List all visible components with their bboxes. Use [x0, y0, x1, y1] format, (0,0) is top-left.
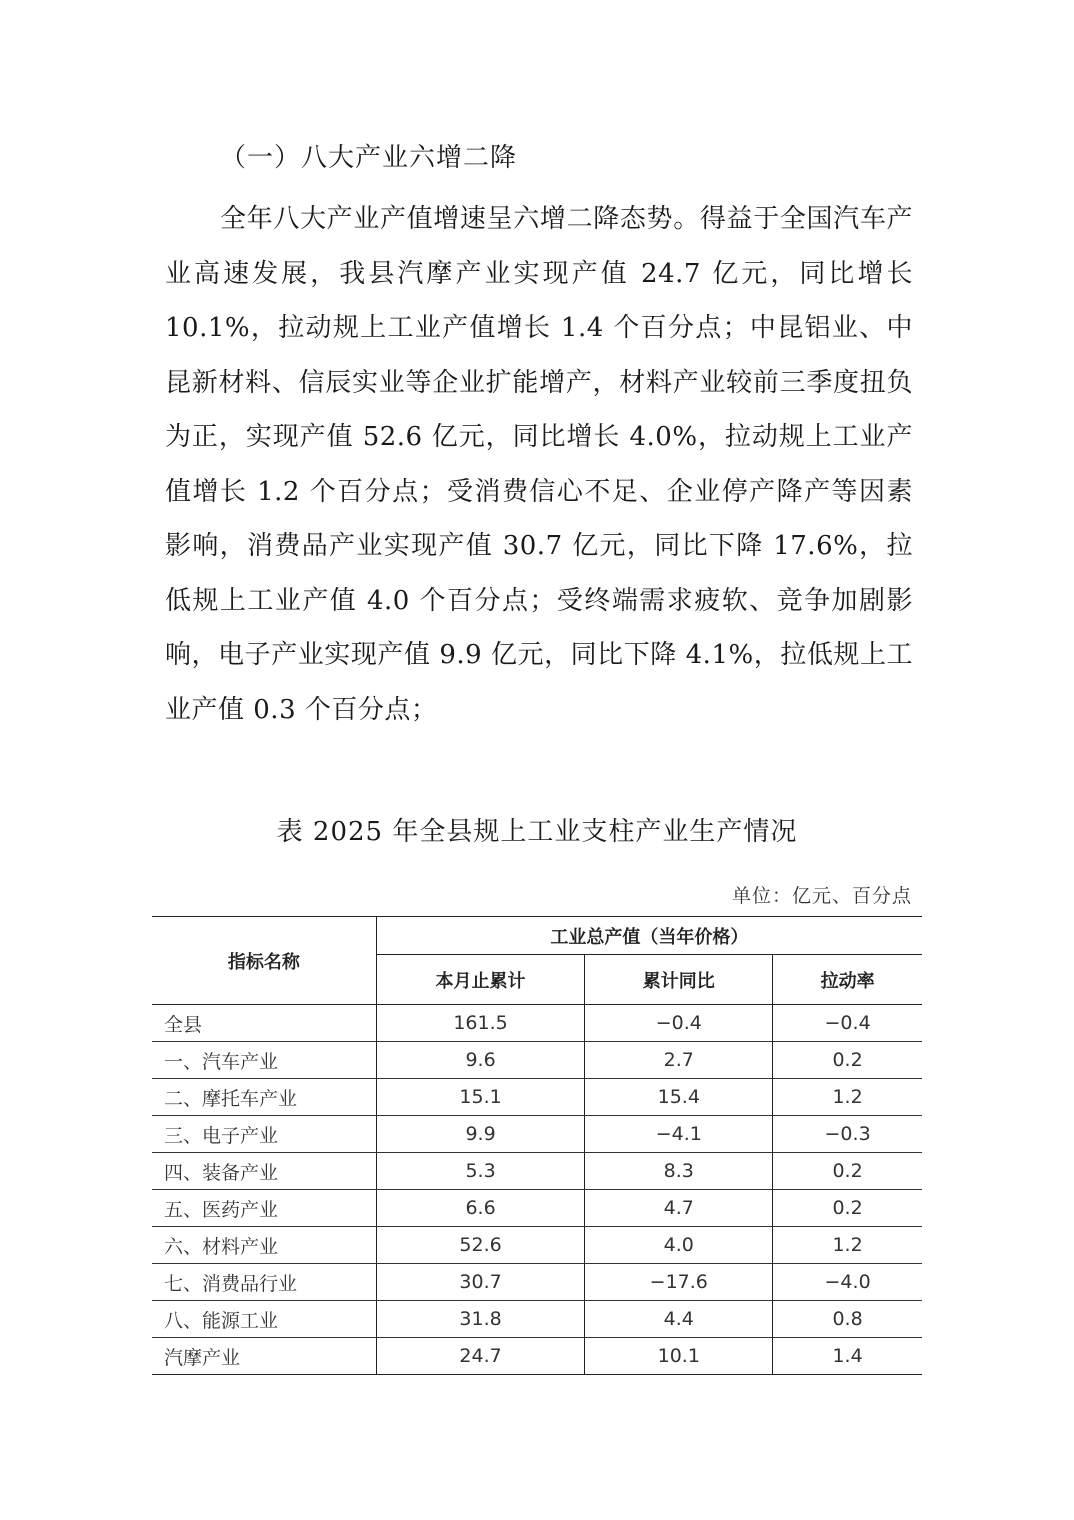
table-row	[152, 1190, 922, 1227]
table-row	[152, 1079, 922, 1116]
row-pull-rate: 1.4	[773, 1338, 922, 1375]
row-name: 二、摩托车产业	[152, 1079, 376, 1116]
row-name: 七、消费品行业	[152, 1264, 376, 1301]
row-yoy: −4.1	[585, 1116, 773, 1153]
row-cumulative: 5.3	[376, 1153, 585, 1190]
row-yoy: 4.4	[585, 1301, 773, 1338]
table-row	[152, 1005, 922, 1042]
row-cumulative: 161.5	[376, 1005, 585, 1042]
row-pull-rate: 1.2	[773, 1079, 922, 1116]
row-cumulative: 52.6	[376, 1227, 585, 1264]
industry-table	[152, 916, 922, 1375]
table-row	[152, 1116, 922, 1153]
row-yoy: 4.0	[585, 1227, 773, 1264]
row-pull-rate: −0.3	[773, 1116, 922, 1153]
table-row	[152, 1264, 922, 1301]
row-pull-rate: 0.2	[773, 1042, 922, 1079]
table-unit: 单位：亿元、百分点	[731, 885, 912, 907]
row-name: 五、医药产业	[152, 1190, 376, 1227]
row-name: 四、装备产业	[152, 1153, 376, 1190]
row-yoy: 2.7	[585, 1042, 773, 1079]
row-cumulative: 30.7	[376, 1264, 585, 1301]
row-yoy: 8.3	[585, 1153, 773, 1190]
row-pull-rate: −4.0	[773, 1264, 922, 1301]
header-yoy: 累计同比	[585, 955, 773, 1005]
header-pull-rate: 拉动率	[773, 955, 922, 1005]
row-pull-rate: 0.2	[773, 1153, 922, 1190]
header-indicator-name: 指标名称	[152, 917, 376, 1005]
row-yoy: −17.6	[585, 1264, 773, 1301]
row-cumulative: 31.8	[376, 1301, 585, 1338]
row-pull-rate: 0.8	[773, 1301, 922, 1338]
row-yoy: 10.1	[585, 1338, 773, 1375]
row-pull-rate: −0.4	[773, 1005, 922, 1042]
table-row	[152, 1227, 922, 1264]
row-name: 一、汽车产业	[152, 1042, 376, 1079]
body-paragraph: 全年八大产业产值增速呈六增二降态势。得益于全国汽车产业高速发展，我县汽摩产业实现产值 24.7 亿元，同比增长 10.1%，拉动规上工业产值增长 1.4 个百分点；中昆铝业、中昆新材料、信辰实业等企业扩能增产，材料产业较前三季度扭负为正，实现产值 52.6 亿元，同比增长 4.0%，拉动规上工业产值增长 1.2 个百分点；受消费信心不足、企业停产降产等因素影响，消费品产业实现产值 30.7 亿元，同比下降 17.6%，拉低规上工业产值 4.0 个百分点；受终端需求疲软、竞争加剧影响，电子产业实现产值 9.9 亿元，同比下降 4.1%，拉低规上工业产值 0.3 个百分点；	[165, 204, 913, 725]
table-title: 表 2025 年全县规上工业支柱产业生产情况	[276, 817, 798, 847]
section-heading: （一）八大产业六增二降	[220, 143, 518, 173]
row-cumulative: 24.7	[376, 1338, 585, 1375]
row-yoy: 15.4	[585, 1079, 773, 1116]
row-cumulative: 9.6	[376, 1042, 585, 1079]
row-yoy: −0.4	[585, 1005, 773, 1042]
row-cumulative: 6.6	[376, 1190, 585, 1227]
row-yoy: 4.7	[585, 1190, 773, 1227]
row-name: 六、材料产业	[152, 1227, 376, 1264]
header-group-output-value: 工业总产值（当年价格）	[376, 917, 922, 955]
header-cumulative: 本月止累计	[376, 955, 585, 1005]
table-row	[152, 1153, 922, 1190]
row-name: 全县	[152, 1005, 376, 1042]
row-name: 八、能源工业	[152, 1301, 376, 1338]
row-name: 三、电子产业	[152, 1116, 376, 1153]
row-cumulative: 9.9	[376, 1116, 585, 1153]
row-name: 汽摩产业	[152, 1338, 376, 1375]
row-pull-rate: 1.2	[773, 1227, 922, 1264]
row-pull-rate: 0.2	[773, 1190, 922, 1227]
table-row	[152, 1338, 922, 1375]
table-row	[152, 1042, 922, 1079]
row-cumulative: 15.1	[376, 1079, 585, 1116]
table-row	[152, 1301, 922, 1338]
